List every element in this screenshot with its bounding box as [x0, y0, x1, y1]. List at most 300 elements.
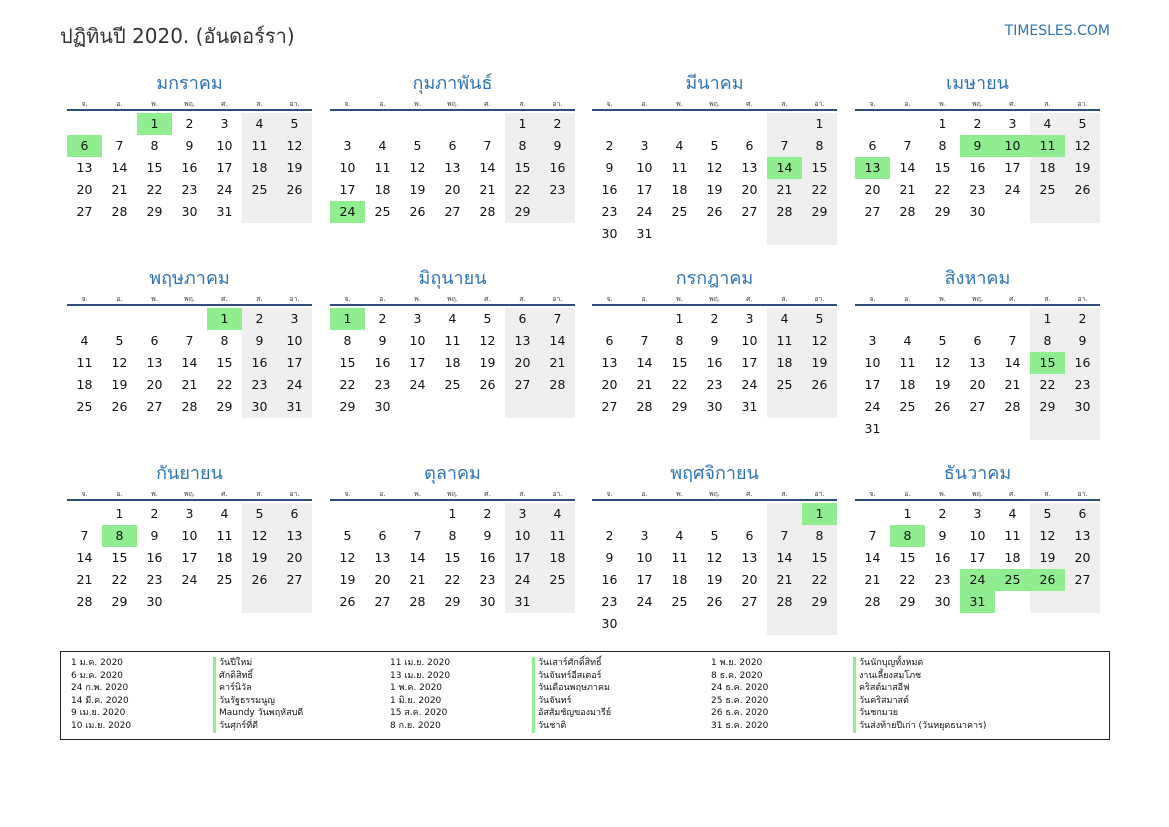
- day-cell: 6: [745, 528, 754, 543]
- empty-cell: [925, 418, 960, 440]
- holiday-date: 26 ธ.ค. 2020: [711, 708, 769, 719]
- weekday-header: [592, 488, 837, 501]
- weekday-label: ศ.: [1009, 100, 1016, 108]
- site-link[interactable]: TIMESLES.COM: [1004, 23, 1110, 39]
- empty-cell: [732, 113, 767, 135]
- day-cell: 21: [1004, 377, 1021, 392]
- empty-cell: [855, 308, 890, 330]
- day-cell: 30: [969, 204, 986, 219]
- holiday-date: 6 ม.ค. 2020: [71, 670, 124, 681]
- empty-cell: [592, 113, 627, 135]
- weekday-label: จ.: [869, 100, 876, 108]
- day-cell: 2: [378, 311, 387, 326]
- empty-cell: [960, 418, 995, 440]
- holiday-name: วันเดือนพฤษภาคม: [532, 682, 610, 695]
- day-cell: 24: [636, 594, 653, 609]
- day-cell: 17: [1004, 160, 1021, 175]
- day-cell: 6: [1065, 503, 1100, 525]
- day-cell: 5: [115, 333, 124, 348]
- empty-cell: [1030, 201, 1065, 223]
- day-cell: 4: [242, 113, 277, 135]
- month-title: เมษายน: [946, 73, 1009, 94]
- day-cell: 15: [802, 547, 837, 569]
- holiday-date: 25 ธ.ค. 2020: [711, 695, 769, 706]
- day-cell: 5: [710, 138, 719, 153]
- day-cell: 20: [864, 182, 881, 197]
- day-cell: 23: [706, 377, 723, 392]
- empty-cell: [995, 308, 1030, 330]
- day-cell: 22: [339, 377, 356, 392]
- day-cell: 15: [146, 160, 163, 175]
- day-cell: 18: [767, 352, 802, 374]
- day-cell: 8: [802, 525, 837, 547]
- day-cell: 6: [277, 503, 312, 525]
- day-cell: 29: [444, 594, 461, 609]
- day-cell: 1: [505, 113, 540, 135]
- month-title: กันยายน: [156, 463, 223, 484]
- day-cell: 28: [540, 374, 575, 396]
- day-cell: 25: [216, 572, 233, 587]
- weekday-label: ศ.: [484, 295, 491, 303]
- day-cell: 6: [868, 138, 877, 153]
- legend-column: [711, 657, 986, 733]
- month-block: [855, 70, 1100, 223]
- day-cell: 29: [111, 594, 128, 609]
- day-cell: 11: [899, 355, 916, 370]
- day-cell: 11: [1004, 528, 1021, 543]
- month-block: [330, 70, 575, 223]
- day-cell: 14: [111, 160, 128, 175]
- day-cell: 10: [741, 333, 758, 348]
- weekday-label: ศ.: [746, 100, 753, 108]
- day-cell: 4: [80, 333, 89, 348]
- day-cell: 28: [636, 399, 653, 414]
- day-cell: 7: [640, 333, 649, 348]
- day-cell: 13: [277, 525, 312, 547]
- empty-cell: [330, 113, 365, 135]
- holiday-name: งานเลี้ยงสมโภช: [853, 670, 921, 683]
- holiday-name: คริสต์มาสอีฟ: [853, 682, 909, 695]
- day-cell: 30: [934, 594, 951, 609]
- month-title: ตุลาคม: [424, 463, 481, 484]
- day-cell: 5: [802, 308, 837, 330]
- day-cell: 17: [864, 377, 881, 392]
- empty-cell: [67, 503, 102, 525]
- day-cell: 30: [601, 616, 618, 631]
- day-cell: 5: [1030, 503, 1065, 525]
- weekday-label: พ.: [414, 295, 421, 303]
- day-cell: 31: [505, 591, 540, 613]
- day-cell: 2: [710, 311, 719, 326]
- weekday-label: ส.: [781, 100, 788, 108]
- day-cell: 3: [868, 333, 877, 348]
- weekday-label: อ.: [379, 295, 386, 303]
- holiday-date: 1 พ.ย. 2020: [711, 658, 763, 668]
- empty-cell: [995, 591, 1030, 613]
- day-cell: 7: [903, 138, 912, 153]
- empty-cell: [890, 418, 925, 440]
- holiday-day-cell: 9: [960, 135, 995, 157]
- day-cell: 27: [864, 204, 881, 219]
- day-cell: 17: [636, 572, 653, 587]
- holiday-date: 1 มิ.ย. 2020: [390, 695, 442, 706]
- weekday-label: อา.: [552, 490, 563, 498]
- day-cell: 25: [899, 399, 916, 414]
- day-cell: 14: [409, 550, 426, 565]
- holiday-date: 24 ธ.ค. 2020: [711, 683, 769, 694]
- day-cell: 17: [505, 547, 540, 569]
- empty-cell: [890, 308, 925, 330]
- weekday-label: ศ.: [484, 100, 491, 108]
- day-cell: 5: [277, 113, 312, 135]
- day-cell: 22: [444, 572, 461, 587]
- day-cell: 24: [216, 182, 233, 197]
- day-cell: 10: [505, 525, 540, 547]
- empty-cell: [802, 613, 837, 635]
- month-block: [330, 265, 575, 418]
- day-cell: 28: [479, 204, 496, 219]
- day-grid: [592, 308, 837, 418]
- empty-cell: [470, 396, 505, 418]
- day-cell: 29: [1030, 396, 1065, 418]
- weekday-label: พ.: [676, 295, 683, 303]
- day-cell: 10: [339, 160, 356, 175]
- day-cell: 13: [76, 160, 93, 175]
- holiday-day-cell: 1: [207, 308, 242, 330]
- empty-cell: [732, 613, 767, 635]
- weekday-label: อา.: [289, 490, 300, 498]
- day-cell: 4: [378, 138, 387, 153]
- day-cell: 18: [1030, 157, 1065, 179]
- day-cell: 1: [938, 116, 947, 131]
- holiday-name: วันชาติ: [532, 720, 566, 733]
- day-cell: 12: [111, 355, 128, 370]
- day-cell: 7: [115, 138, 124, 153]
- day-cell: 25: [242, 179, 277, 201]
- legend-row: [711, 682, 986, 695]
- weekday-label: ส.: [781, 490, 788, 498]
- day-cell: 22: [802, 179, 837, 201]
- empty-cell: [540, 396, 575, 418]
- day-grid: [67, 308, 312, 418]
- weekday-label: พ.: [676, 490, 683, 498]
- day-cell: 12: [277, 135, 312, 157]
- day-cell: 4: [675, 138, 684, 153]
- weekday-label: อ.: [379, 490, 386, 498]
- day-cell: 9: [150, 528, 159, 543]
- day-cell: 31: [216, 204, 233, 219]
- empty-cell: [627, 113, 662, 135]
- month-title: มกราคม: [156, 73, 223, 94]
- day-cell: 6: [448, 138, 457, 153]
- day-cell: 20: [76, 182, 93, 197]
- weekday-label: ศ.: [221, 100, 228, 108]
- day-cell: 30: [706, 399, 723, 414]
- day-cell: 23: [146, 572, 163, 587]
- month-title: กรกฎาคม: [675, 268, 754, 289]
- day-cell: 19: [242, 547, 277, 569]
- day-cell: 3: [185, 506, 194, 521]
- weekday-label: ส.: [781, 295, 788, 303]
- month-title: กุมภาพันธ์: [412, 73, 493, 94]
- weekday-label: ศ.: [1009, 490, 1016, 498]
- empty-cell: [1030, 591, 1065, 613]
- day-cell: 4: [220, 506, 229, 521]
- holiday-day-cell: 14: [767, 157, 802, 179]
- weekday-label: ส.: [1044, 100, 1051, 108]
- day-cell: 12: [802, 330, 837, 352]
- day-cell: 13: [1065, 525, 1100, 547]
- day-cell: 24: [505, 569, 540, 591]
- empty-cell: [662, 503, 697, 525]
- empty-cell: [1030, 418, 1065, 440]
- day-cell: 16: [181, 160, 198, 175]
- day-cell: 17: [741, 355, 758, 370]
- day-cell: 20: [969, 377, 986, 392]
- empty-cell: [1065, 201, 1100, 223]
- day-cell: 7: [767, 525, 802, 547]
- day-cell: 6: [745, 138, 754, 153]
- day-cell: 11: [242, 135, 277, 157]
- day-cell: 23: [242, 374, 277, 396]
- day-cell: 9: [540, 135, 575, 157]
- day-cell: 14: [767, 547, 802, 569]
- day-cell: 11: [767, 330, 802, 352]
- day-cell: 18: [76, 377, 93, 392]
- day-cell: 13: [601, 355, 618, 370]
- legend-column: [390, 657, 611, 733]
- weekday-label: ส.: [519, 100, 526, 108]
- legend-row: [711, 707, 986, 720]
- weekday-label: อ.: [379, 100, 386, 108]
- day-cell: 5: [413, 138, 422, 153]
- empty-cell: [592, 503, 627, 525]
- month-block: [330, 460, 575, 613]
- empty-cell: [277, 201, 312, 223]
- day-cell: 23: [374, 377, 391, 392]
- day-cell: 27: [601, 399, 618, 414]
- day-cell: 12: [706, 160, 723, 175]
- day-cell: 10: [969, 528, 986, 543]
- day-cell: 13: [444, 160, 461, 175]
- day-cell: 24: [864, 399, 881, 414]
- day-cell: 4: [1008, 506, 1017, 521]
- weekday-label: ส.: [256, 490, 263, 498]
- empty-cell: [855, 503, 890, 525]
- weekday-header: [592, 293, 837, 306]
- day-cell: 16: [934, 550, 951, 565]
- day-cell: 18: [1004, 550, 1021, 565]
- weekday-label: พ.: [676, 100, 683, 108]
- day-cell: 27: [277, 569, 312, 591]
- day-cell: 13: [146, 355, 163, 370]
- empty-cell: [995, 418, 1030, 440]
- day-cell: 19: [111, 377, 128, 392]
- day-cell: 21: [181, 377, 198, 392]
- day-cell: 6: [973, 333, 982, 348]
- holiday-date: 8 ก.ย. 2020: [390, 720, 441, 731]
- day-cell: 6: [505, 308, 540, 330]
- day-cell: 27: [741, 594, 758, 609]
- empty-cell: [767, 503, 802, 525]
- day-cell: 19: [706, 182, 723, 197]
- day-cell: 6: [378, 528, 387, 543]
- day-grid: [855, 113, 1100, 223]
- day-cell: 4: [767, 308, 802, 330]
- day-cell: 15: [505, 157, 540, 179]
- empty-cell: [330, 503, 365, 525]
- weekday-label: ศ.: [484, 490, 491, 498]
- legend-row: [71, 670, 303, 683]
- day-cell: 23: [479, 572, 496, 587]
- day-cell: 12: [1065, 135, 1100, 157]
- day-cell: 14: [636, 355, 653, 370]
- holiday-day-cell: 15: [1030, 352, 1065, 374]
- day-cell: 2: [483, 506, 492, 521]
- holiday-name: วันปีใหม่: [213, 657, 252, 670]
- day-cell: 11: [216, 528, 233, 543]
- day-cell: 6: [605, 333, 614, 348]
- day-cell: 13: [741, 160, 758, 175]
- day-cell: 25: [540, 569, 575, 591]
- holiday-date: 10 เม.ย. 2020: [71, 720, 132, 731]
- holiday-legend: [60, 651, 1110, 740]
- day-cell: 8: [448, 528, 457, 543]
- legend-row: [390, 695, 611, 708]
- holiday-name: Maundy วันพฤหัสบดี: [213, 707, 303, 720]
- day-cell: 13: [741, 550, 758, 565]
- day-cell: 23: [601, 204, 618, 219]
- empty-cell: [960, 308, 995, 330]
- weekday-header: [855, 98, 1100, 111]
- day-cell: 8: [802, 135, 837, 157]
- holiday-name: วันนักบุญทั้งหมด: [853, 657, 923, 670]
- day-cell: 18: [540, 547, 575, 569]
- empty-cell: [102, 308, 137, 330]
- day-cell: 31: [636, 226, 653, 241]
- legend-row: [711, 657, 986, 670]
- holiday-name: คาร์นิวัล: [213, 682, 252, 695]
- holiday-date: 15 ส.ค. 2020: [390, 708, 448, 719]
- month-block: [855, 265, 1100, 440]
- holiday-day-cell: 8: [890, 525, 925, 547]
- day-cell: 19: [409, 182, 426, 197]
- day-cell: 27: [374, 594, 391, 609]
- day-cell: 25: [671, 594, 688, 609]
- day-cell: 7: [1008, 333, 1017, 348]
- weekday-label: จ.: [344, 100, 351, 108]
- day-cell: 11: [540, 525, 575, 547]
- day-cell: 10: [636, 160, 653, 175]
- day-cell: 19: [339, 572, 356, 587]
- day-cell: 8: [150, 138, 159, 153]
- empty-cell: [697, 223, 732, 245]
- day-cell: 20: [741, 182, 758, 197]
- empty-cell: [802, 223, 837, 245]
- weekday-label: อา.: [814, 490, 825, 498]
- day-cell: 2: [540, 113, 575, 135]
- weekday-label: พฤ.: [183, 100, 196, 108]
- day-cell: 21: [409, 572, 426, 587]
- legend-column: [71, 657, 303, 733]
- weekday-label: จ.: [606, 490, 613, 498]
- weekday-label: พฤ.: [446, 100, 459, 108]
- day-cell: 4: [675, 528, 684, 543]
- empty-cell: [627, 308, 662, 330]
- empty-cell: [767, 613, 802, 635]
- day-cell: 22: [671, 377, 688, 392]
- empty-cell: [102, 113, 137, 135]
- month-block: [592, 460, 837, 635]
- day-cell: 28: [899, 204, 916, 219]
- weekday-label: อ.: [116, 295, 123, 303]
- day-cell: 1: [903, 506, 912, 521]
- holiday-day-cell: 1: [330, 308, 365, 330]
- day-cell: 3: [640, 528, 649, 543]
- empty-cell: [662, 223, 697, 245]
- day-cell: 15: [934, 160, 951, 175]
- day-cell: 21: [636, 377, 653, 392]
- weekday-label: อา.: [814, 295, 825, 303]
- day-cell: 28: [864, 594, 881, 609]
- day-cell: 1: [448, 506, 457, 521]
- day-cell: 21: [540, 352, 575, 374]
- holiday-name: วันชกมวย: [853, 707, 898, 720]
- day-cell: 29: [339, 399, 356, 414]
- day-cell: 28: [767, 591, 802, 613]
- month-block: [592, 265, 837, 418]
- day-cell: 16: [601, 572, 618, 587]
- legend-row: [71, 695, 303, 708]
- empty-cell: [242, 201, 277, 223]
- day-cell: 26: [802, 374, 837, 396]
- day-cell: 2: [605, 528, 614, 543]
- empty-cell: [995, 201, 1030, 223]
- day-cell: 3: [973, 506, 982, 521]
- holiday-day-cell: 1: [137, 113, 172, 135]
- weekday-label: ศ.: [221, 490, 228, 498]
- day-cell: 10: [636, 550, 653, 565]
- day-cell: 10: [864, 355, 881, 370]
- weekday-label: อ.: [904, 100, 911, 108]
- empty-cell: [67, 308, 102, 330]
- legend-row: [711, 695, 986, 708]
- holiday-day-cell: 1: [802, 503, 837, 525]
- day-cell: 27: [505, 374, 540, 396]
- holiday-date: 11 เม.ย. 2020: [390, 658, 451, 668]
- empty-cell: [697, 113, 732, 135]
- empty-cell: [365, 113, 400, 135]
- day-cell: 20: [505, 352, 540, 374]
- day-cell: 1: [115, 506, 124, 521]
- day-cell: 4: [1030, 113, 1065, 135]
- weekday-label: พฤ.: [971, 100, 984, 108]
- empty-cell: [627, 613, 662, 635]
- holiday-day-cell: 11: [1030, 135, 1065, 157]
- day-grid: [67, 113, 312, 223]
- day-cell: 7: [767, 135, 802, 157]
- weekday-label: อา.: [289, 100, 300, 108]
- legend-row: [390, 657, 611, 670]
- day-cell: 19: [1065, 157, 1100, 179]
- month-block: [67, 70, 312, 223]
- holiday-date: 14 มี.ค. 2020: [71, 695, 129, 706]
- holiday-day-cell: 24: [330, 201, 365, 223]
- day-cell: 8: [343, 333, 352, 348]
- holiday-name: วันจันทร์: [532, 695, 571, 708]
- empty-cell: [697, 503, 732, 525]
- day-grid: [330, 503, 575, 613]
